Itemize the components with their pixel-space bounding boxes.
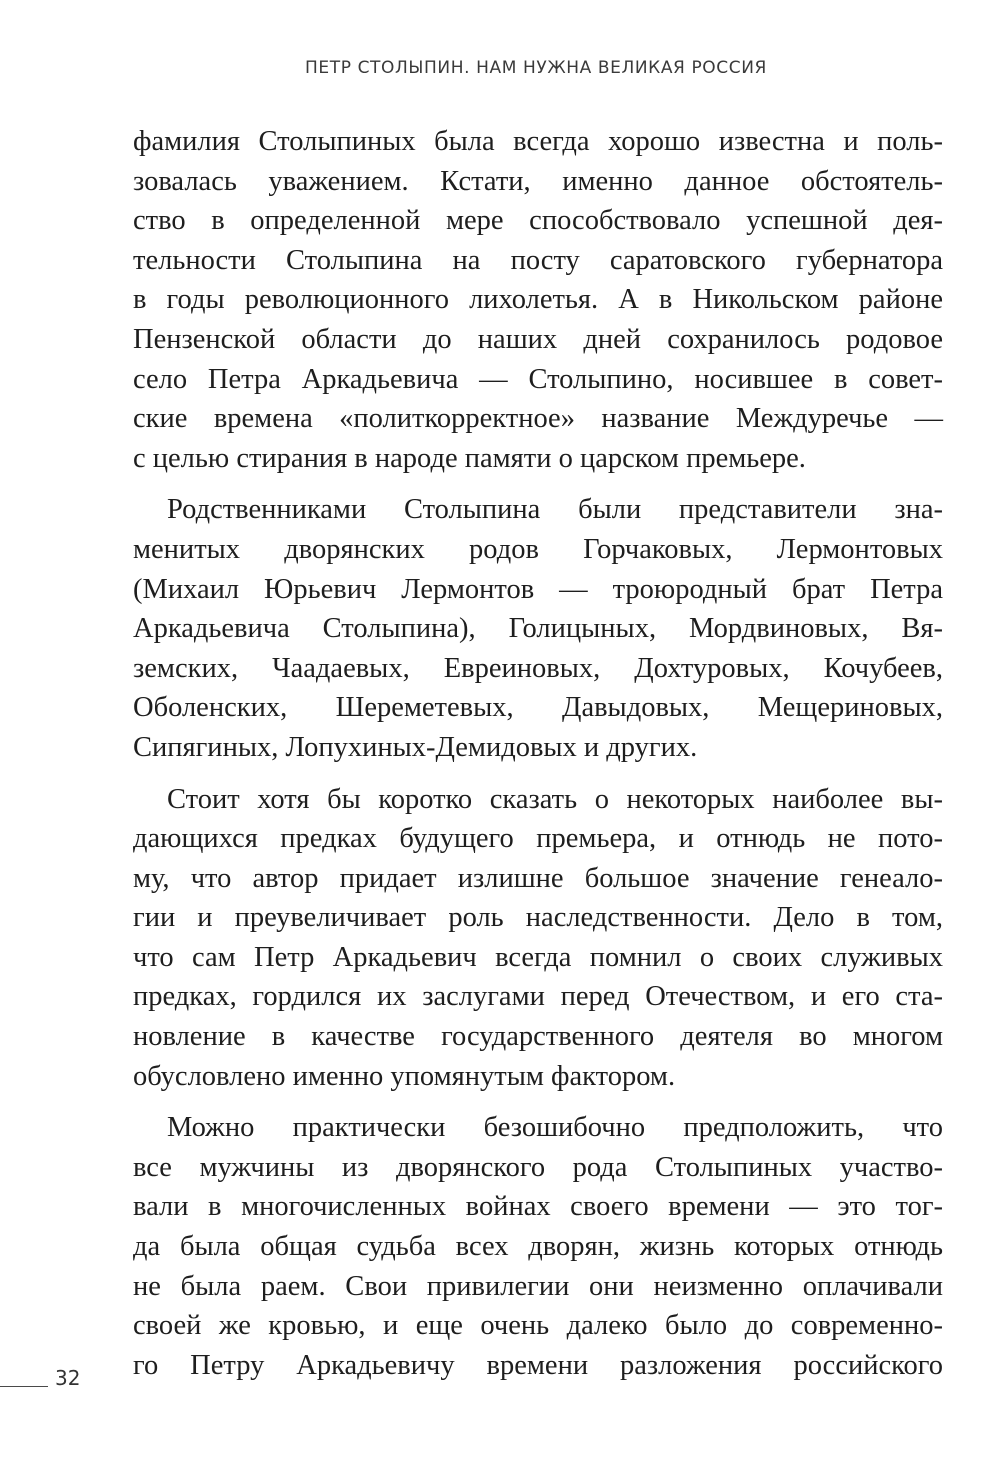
text-line: дающихся предках будущего премьера, и отнюдь не пото- [133,823,943,855]
text-line: да была общая судьба всех дворян, жизнь которых отнюдь [133,1231,943,1263]
text-line: му, что автор придает излишне большое значение генеало- [133,862,943,894]
text-line: новление в качестве государственного деятеля во многом [133,1021,943,1053]
text-line: в годы революционного лихолетья. А в Никольском районе [133,284,943,316]
text-line: что сам Петр Аркадьевич всегда помнил о своих служивых [133,941,943,973]
paragraph [133,780,943,1097]
text-line: фамилия Столыпиных была всегда хорошо известна и поль- [133,126,943,157]
page-number: 32 [55,1366,81,1390]
text-line: с целью стирания в народе памяти о царском премьере. [133,442,806,474]
text-line: ство в определенной мере способствовало успешной дея- [133,205,943,237]
text-line: обусловлено именно упомянутым фактором. [133,1060,676,1092]
text-line: вали в многочисленных войнах своего времени — это тог- [133,1191,943,1223]
text-line: Родственниками Столыпина были представители зна- [167,494,943,526]
text-line: гии и преувеличивает роль наследственности. Дело в том, [133,902,943,934]
text-line: предках, гордился их заслугами перед Отечеством, и его ста- [133,981,943,1013]
running-head: ПЕТР СТОЛЫПИН. НАМ НУЖНА ВЕЛИКАЯ РОССИЯ [305,58,767,78]
paragraph [133,122,943,478]
text-line: тельности Столыпина на посту саратовского губернатора [133,244,943,276]
body-text [133,122,943,1397]
text-line: Оболенских, Шереметевых, Давыдовых, Мещериновых, [133,692,943,724]
text-line: не была раем. Свои привилегии они неизменно оплачивали [133,1270,943,1302]
text-line: село Петра Аркадьевича — Столыпино, носившее в совет- [133,363,943,395]
text-line: го Петру Аркадьевичу времени разложения российского [133,1349,943,1381]
text-line: (Михаил Юрьевич Лермонтов — троюродный брат Петра [133,573,943,605]
folio-rule [0,1386,48,1387]
text-line: Пензенской области до наших дней сохранилось родовое [133,323,943,355]
text-line: менитых дворянских родов Горчаковых, Лермонтовых [133,533,943,565]
text-line: Сипягиных, Лопухиных-Демидовых и других. [133,731,698,763]
text-line: зовалась уважением. Кстати, именно данное обстоятель- [133,165,943,197]
paragraph [133,1108,943,1385]
text-line: Можно практически безошибочно предположить, что [167,1112,943,1144]
text-line: все мужчины из дворянского рода Столыпиных участво- [133,1151,943,1183]
text-line: своей же кровью, и еще очень далеко было до современно- [133,1310,943,1342]
text-line: Аркадьевича Столыпина), Голицыных, Мордвиновых, Вя- [133,613,943,645]
paragraph [133,490,943,767]
text-line: ские времена «политкорректное» название Междуречье — [133,403,943,435]
text-line: Стоит хотя бы коротко сказать о некоторых наиболее вы- [167,783,943,815]
text-line: земских, Чаадаевых, Евреиновых, Дохтуровых, Кочубеев, [133,652,943,684]
